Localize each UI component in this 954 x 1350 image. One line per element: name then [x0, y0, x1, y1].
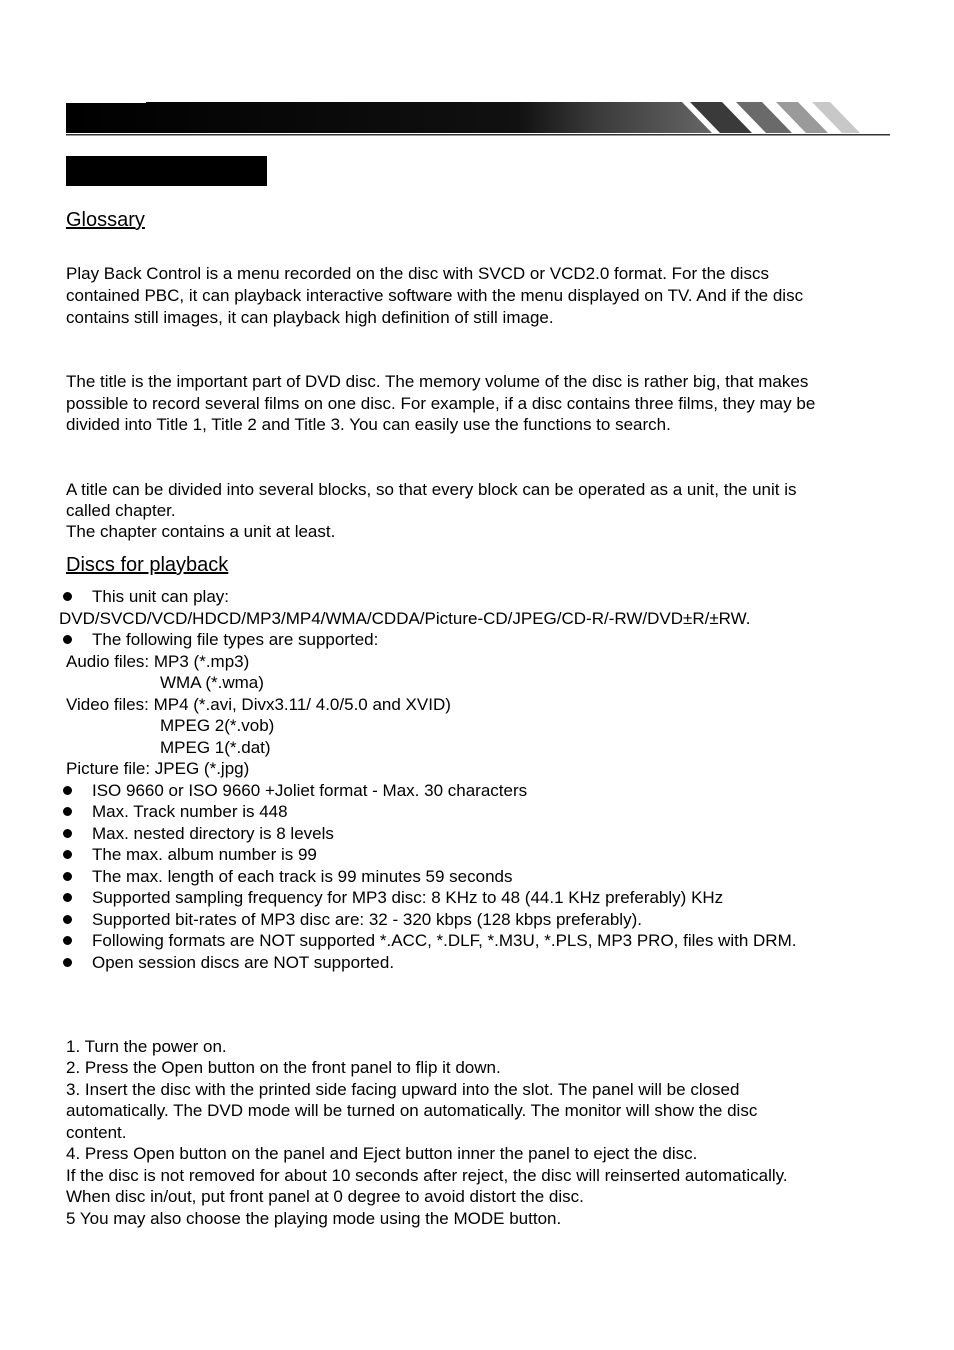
step-line: 4. Press Open button on the panel and Eject button inner the panel to eject the disc.: [66, 1144, 698, 1163]
step-line: content.: [66, 1123, 127, 1142]
file-types-label: The following file types are supported:: [92, 630, 379, 649]
bullet-icon: [63, 786, 72, 795]
audio-files-wma: WMA (*.wma): [160, 673, 264, 692]
video-files-mpeg1: MPEG 1(*.dat): [160, 738, 271, 757]
bullet-icon: [63, 915, 72, 924]
step-line: 1. Turn the power on.: [66, 1037, 227, 1056]
bullet-icon: [63, 807, 72, 816]
spec-item: Max. nested directory is 8 levels: [92, 824, 334, 843]
section-title-bar: [66, 156, 267, 186]
header-band: [66, 102, 890, 136]
spec-item: Max. Track number is 448: [92, 802, 288, 821]
title-line: The title is the important part of DVD disc. The memory volume of the disc is rather big, that makes: [66, 372, 809, 391]
chapter-line: A title can be divided into several blocks, so that every block can be operated as a unit, the unit is: [66, 480, 797, 499]
step-line: automatically. The DVD mode will be turned on automatically. The monitor will show the disc: [66, 1101, 758, 1120]
bullet-icon: [63, 592, 72, 601]
picture-file: Picture file: JPEG (*.jpg): [66, 759, 250, 778]
step-line: 2. Press the Open button on the front panel to flip it down.: [66, 1058, 501, 1077]
step-line: 3. Insert the disc with the printed side facing upward into the slot. The panel will be closed: [66, 1080, 740, 1099]
glossary-heading: Glossary: [66, 209, 145, 231]
pbc-line: contains still images, it can playback high definition of still image.: [66, 308, 554, 327]
discs-heading: Discs for playback: [66, 554, 229, 576]
spec-item: The max. length of each track is 99 minutes 59 seconds: [92, 867, 513, 886]
step-line: When disc in/out, put front panel at 0 degree to avoid distort the disc.: [66, 1187, 584, 1206]
title-line: possible to record several films on one disc. For example, if a disc contains three films, they may be: [66, 394, 816, 413]
audio-files: Audio files: MP3 (*.mp3): [66, 652, 250, 671]
bullet-icon: [63, 850, 72, 859]
step-line: If the disc is not removed for about 10 seconds after reject, the disc will reinserted automatically.: [66, 1166, 788, 1185]
spec-item: ISO 9660 or ISO 9660 +Joliet format - Max. 30 characters: [92, 781, 528, 800]
can-play-formats: DVD/SVCD/VCD/HDCD/MP3/MP4/WMA/CDDA/Picture-CD/JPEG/CD-R/-RW/DVD±R/±RW.: [59, 609, 751, 628]
bullet-icon: [63, 829, 72, 838]
step-line: 5 You may also choose the playing mode using the MODE button.: [66, 1209, 562, 1228]
pbc-line: contained PBC, it can playback interactive software with the menu displayed on TV. And if the disc: [66, 286, 804, 305]
title-line: divided into Title 1, Title 2 and Title 3. You can easily use the functions to search.: [66, 415, 671, 434]
chapter-line: The chapter contains a unit at least.: [66, 522, 336, 541]
spec-item: Supported sampling frequency for MP3 disc: 8 KHz to 48 (44.1 KHz preferably) KHz: [92, 888, 724, 907]
spec-item: Supported bit-rates of MP3 disc are: 32 - 320 kbps (128 kbps preferably).: [92, 910, 642, 929]
can-play-label: This unit can play:: [92, 587, 230, 606]
bullet-icon: [63, 893, 72, 902]
chapter-line: called chapter.: [66, 501, 176, 520]
bullet-icon: [63, 635, 72, 644]
video-files-mpeg2: MPEG 2(*.vob): [160, 716, 275, 735]
spec-item: The max. album number is 99: [92, 845, 317, 864]
spec-item: Following formats are NOT supported *.ACC, *.DLF, *.M3U, *.PLS, MP3 PRO, files with DRM.: [92, 931, 797, 950]
spec-item: Open session discs are NOT supported.: [92, 953, 395, 972]
bullet-icon: [63, 936, 72, 945]
pbc-line: Play Back Control is a menu recorded on the disc with SVCD or VCD2.0 format. For the discs: [66, 264, 769, 283]
bullet-icon: [63, 958, 72, 967]
video-files: Video files: MP4 (*.avi, Divx3.11/ 4.0/5.0 and XVID): [66, 695, 451, 714]
bullet-icon: [63, 872, 72, 881]
